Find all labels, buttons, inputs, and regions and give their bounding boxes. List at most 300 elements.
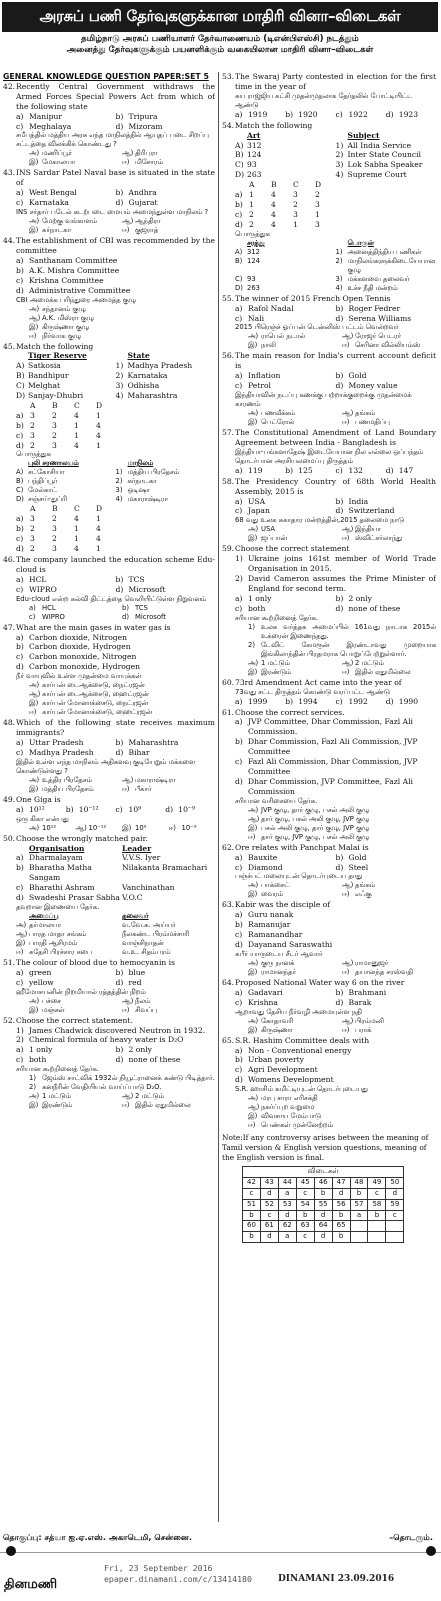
answer-cell: 53: [278, 1199, 296, 1210]
option-text: both: [248, 603, 266, 613]
statement: [16, 1074, 215, 1083]
option: [29, 785, 122, 794]
answer-cell: [368, 1232, 386, 1243]
option-text: JVP Committee, Dhar Commission, Fazl Ali Commission.: [248, 717, 413, 737]
tamil-options: [3, 681, 215, 717]
question-number: 62.: [222, 842, 235, 852]
option: [342, 341, 436, 350]
option: [386, 110, 436, 120]
option: [16, 1055, 116, 1065]
pair-cell: சுதேசி பிரச்சார சபை: [29, 947, 92, 956]
tamil-question: Edu-cloud என்ற கல்வி திட்டத்தை வெளியிட்டுள்ள நிறுவனம்: [16, 594, 207, 603]
option-text: Womens Development: [248, 1075, 334, 1085]
grid-cell: 4: [96, 420, 101, 430]
statement-text: James Chadwick discovered Neutron in 1932.: [29, 1025, 206, 1035]
option-text: Gujarat: [128, 198, 158, 208]
question-number: 59.: [222, 544, 235, 554]
match-cell: D): [16, 391, 26, 401]
option: [336, 314, 437, 324]
option: [342, 959, 436, 968]
option: [16, 1045, 116, 1055]
option: [336, 506, 437, 516]
option-text: எஃகு: [355, 890, 372, 899]
option-letter: ஆ): [29, 690, 41, 699]
option-letter: d): [122, 612, 129, 621]
grid-cell: d): [16, 544, 24, 554]
grid-cell: 1: [249, 190, 254, 200]
tamil-question: இந்தியா-பங்களாதேஷ் இடையேயான நில எல்லை ஒப்பந்தம் தொடர்பான அரசியலமைப்பு திருத்தம்: [235, 447, 424, 465]
option-letter: a): [235, 910, 243, 920]
pair-row: [16, 853, 215, 863]
option-letter: b): [285, 109, 294, 119]
option-text: Ramanujar: [248, 920, 291, 930]
options-grid: [222, 497, 436, 517]
question-text: [222, 978, 436, 988]
answers-row: [243, 1188, 404, 1199]
options-grid: [235, 409, 436, 427]
tamil-options: [222, 1094, 436, 1130]
tamil-match-table: [3, 459, 215, 504]
option-letter: b): [115, 188, 124, 198]
option-text: WIPRO: [29, 584, 57, 594]
question-number: 61.: [222, 707, 235, 717]
option-text: Inflation: [248, 371, 281, 381]
option-letter: a): [16, 632, 24, 642]
option: [336, 110, 386, 120]
tamil-options: [222, 659, 436, 677]
tamil-question: INS சர்தார் படேல் கடற்படை மையம் அமைந்துள்ள மாநிலம் ?: [16, 208, 209, 217]
option: [122, 776, 215, 785]
option: [222, 1046, 436, 1056]
question-body: Choose the correct statement.: [16, 1015, 133, 1025]
answers-row: [243, 1232, 404, 1243]
question-body: INS Sardar Patel Naval base is situated in the state of: [16, 168, 215, 188]
question-body: Choose the correct statement: [235, 544, 350, 554]
answer-cell: 42: [243, 1177, 261, 1188]
option-letter: b): [65, 804, 74, 814]
column-divider: [218, 72, 219, 1522]
right-column: [222, 72, 436, 1522]
footer-credit: தொகுப்பு: சத்யா ஐ.ஏ.எஸ். அகாடெமி, சென்னை.: [3, 1532, 193, 1542]
pair-cell: b): [16, 863, 24, 873]
answer-cell: 46: [314, 1177, 332, 1188]
option: [16, 112, 116, 122]
option: [235, 110, 285, 120]
answer-cell: b: [243, 1210, 261, 1221]
match-head-left: Tiger Reserve: [28, 351, 87, 361]
option-text: 1994: [298, 696, 318, 706]
grid-cell: 3: [30, 410, 35, 420]
option-text: Fazl Ali Commission, Dhar Commission, JVP Committee: [248, 757, 418, 776]
match-cell: மத்திய பிரதேசம்: [127, 468, 180, 477]
option-letter: d): [235, 776, 243, 786]
pair-cell: நீலகண்ட பிரம்மச்சாரி: [122, 929, 190, 938]
option-letter: c): [29, 612, 36, 621]
option-letter: ஆ): [122, 996, 134, 1005]
match-cell: A): [235, 247, 243, 256]
statement: [235, 641, 436, 659]
options-grid: [3, 188, 215, 208]
option-letter: இ): [248, 967, 258, 976]
option-letter: ஈ): [342, 1025, 350, 1034]
statement-number: 1): [16, 1025, 24, 1035]
option-letter: ஈ): [342, 967, 350, 976]
grid-cell: A: [30, 504, 36, 514]
option: [122, 785, 215, 794]
tamil-options: [3, 604, 215, 622]
option-text: Maharashtra: [128, 737, 179, 747]
option-letter: ஈ): [122, 784, 130, 793]
answer-cell: c: [296, 1188, 314, 1199]
option-letter: d): [115, 121, 124, 131]
pair-cell: வ.வே.சு. அய்யர்: [122, 920, 176, 929]
option-letter: a): [235, 987, 243, 997]
option-letter: b): [115, 111, 124, 121]
option: [248, 1026, 342, 1035]
option-text: இரண்டும்: [261, 667, 292, 676]
option-letter: அ): [248, 1094, 259, 1103]
statement-text: Ukraine joins 161st member of World Trade Organisation in 2015.: [248, 554, 436, 574]
option-text: blue: [128, 967, 146, 977]
question-body: The Swaraj Party contested in election for the first time in the year of: [235, 72, 436, 91]
option-text: பெண்கள் முன்னேற்றம்: [261, 1121, 333, 1130]
option: [235, 697, 285, 707]
option-text: Carbon monoxide, Nitrogen: [29, 652, 137, 662]
option-letter: c): [16, 121, 24, 131]
match-cell: 3): [115, 381, 124, 391]
option: [235, 806, 436, 815]
option: [342, 1026, 436, 1035]
option-letter: c): [235, 930, 243, 940]
option-letter: c): [335, 109, 343, 119]
option: [16, 805, 66, 815]
option-letter: ஆ): [122, 217, 134, 226]
option-text: Carbon dioxide, Hydrogen: [29, 642, 131, 652]
question-number: 54.: [222, 120, 235, 130]
grid-cell: 2: [315, 190, 320, 200]
answer-cell: [350, 1232, 368, 1243]
option: [122, 217, 215, 226]
options-grid: [222, 853, 436, 873]
pair-row: [16, 948, 215, 957]
option-letter: ஈ): [168, 823, 176, 832]
option-text: Steel: [348, 862, 369, 872]
question-text: [222, 900, 436, 910]
option: [29, 613, 122, 622]
statement-text: டேவிட் கேமரூன் இரண்டாவது முறையாக இங்கிலாந்தின் பிரதமராக பொறுப்பேற்றுள்ளார்.: [261, 640, 436, 658]
option-letter: அ): [29, 681, 40, 690]
pair-cell: V.V.S. Iyer: [122, 853, 161, 863]
question-text: [3, 342, 215, 352]
pair-cell: V.O.C: [122, 893, 143, 903]
answer-cell: 65: [332, 1221, 350, 1232]
option: [336, 381, 437, 391]
question-block: [222, 428, 436, 476]
match-table: [222, 131, 436, 181]
match-cell: Karnataka: [127, 371, 168, 381]
pair-cell: ஆ): [16, 929, 28, 938]
statement-number: 2): [248, 640, 255, 649]
tamil-question: கபீர் யாருடைய சீடர் ஆவார்: [235, 949, 323, 958]
option: [342, 659, 436, 668]
option-text: none of these: [128, 1055, 181, 1065]
option: [16, 198, 116, 208]
option-letter: ஆ): [29, 313, 41, 322]
options-row: [222, 466, 436, 476]
option-letter: a): [235, 303, 243, 313]
pair-row: [16, 921, 215, 930]
question-body: Ore relates with Panchpat Malai is: [235, 842, 369, 852]
option-text: Petrol: [248, 381, 271, 391]
answer-cell: 43: [260, 1177, 278, 1188]
option-text: 1999: [248, 696, 268, 706]
options-grid: [16, 217, 215, 235]
option: [342, 881, 436, 890]
option-text: 1922: [348, 109, 368, 119]
spacer: [16, 459, 28, 468]
option-letter: இ): [29, 226, 39, 235]
option: [285, 466, 335, 476]
option-text: Gadavari: [248, 987, 283, 997]
option: [235, 497, 336, 507]
match-row: [235, 284, 436, 293]
grid-cell: 1: [96, 544, 101, 554]
pair-cell: Vanchinathan: [122, 883, 175, 893]
intro-line-2: அனைத்து தேர்வுகளுக்கும் பயனளிக்கும் வகையிலான மாதிரி வினா–விடைகள்: [66, 45, 374, 55]
option: [222, 1065, 436, 1075]
options-grid: [16, 604, 215, 622]
tamil-question: ஹீமோசயனின் நிறமியால் ரத்தத்தின் நிறம்: [16, 987, 146, 996]
option-letter: d): [115, 584, 124, 594]
grid-cell: D: [96, 504, 103, 514]
grid-cell: 2: [30, 544, 35, 554]
tamil-question: ஆறாவது தேசிய நீர்வழி அமையுள்ள நதி: [235, 1007, 362, 1016]
pair-table: [3, 844, 215, 903]
option-letter: ஆ): [122, 775, 134, 784]
options-grid: [235, 525, 436, 543]
epaper-url[interactable]: epaper.dinamani.com/c/13414180: [104, 1574, 252, 1584]
options-grid: [3, 738, 215, 758]
tamil-options: [3, 305, 215, 341]
match-row: [235, 141, 436, 151]
answer-cell: [386, 1221, 404, 1232]
question-number: 50.: [3, 833, 16, 843]
answer-cell: b: [332, 1232, 350, 1243]
grid-cell: a): [16, 410, 24, 420]
match-cell: B): [16, 371, 25, 381]
option-letter: அ): [248, 409, 259, 418]
statement-number: 2): [235, 574, 243, 584]
pair-cell: இ): [16, 938, 26, 947]
tamil-options: [222, 959, 436, 977]
option-text: Mizoram: [128, 121, 163, 131]
option-text: Roger Fedrer: [348, 303, 401, 313]
option-text: தார் குழு, பசல் அலி குழு, JVP குழு: [261, 814, 370, 823]
option-letter: c): [16, 198, 24, 208]
answer-cell: [386, 1232, 404, 1243]
match-cell: A): [235, 140, 244, 150]
option-text: 119: [248, 465, 263, 475]
option-letter: இ): [122, 823, 132, 832]
option: [342, 525, 436, 534]
question-body: The company launched the education scheme Edu-cloud is: [16, 555, 215, 574]
grid-cell: 4: [271, 190, 276, 200]
statement: [222, 574, 436, 594]
option-text: 1923: [398, 109, 419, 119]
match-cell: 2): [335, 256, 343, 265]
option-text: ராபெல் நடால்: [261, 332, 306, 341]
option-letter: ஈ): [122, 226, 130, 235]
option: [116, 968, 216, 978]
option-letter: c): [16, 1055, 24, 1065]
question-number: 57.: [222, 428, 235, 438]
option: [222, 737, 436, 757]
option-letter: b): [335, 593, 344, 603]
statement-number: 2): [16, 1035, 24, 1045]
option-letter: c): [235, 862, 243, 872]
option-text: திரிபுரா: [135, 149, 158, 158]
option-letter: b): [16, 265, 24, 275]
match-cell: C): [235, 274, 243, 283]
options-grid: [16, 149, 215, 167]
pair-question: [3, 834, 215, 957]
question-block: [3, 168, 215, 235]
option-text: Nali: [248, 313, 265, 323]
options-row: [222, 110, 436, 120]
answers-table: [242, 1166, 404, 1243]
question-block: [3, 82, 215, 168]
option-text: 10¹²: [29, 804, 45, 814]
option-text: none of these: [348, 603, 401, 613]
question-block: [3, 236, 215, 340]
match-head-right: State: [127, 351, 150, 361]
statement: [222, 554, 436, 574]
grid-cell: 4: [74, 410, 79, 420]
tamil-statements: [3, 1074, 215, 1092]
option-letter: ஈ): [122, 1101, 130, 1110]
option-text: 10⁹: [128, 804, 142, 814]
option-letter: ஈ): [342, 667, 350, 676]
match-row: [16, 381, 215, 391]
answer-cell: 63: [296, 1221, 314, 1232]
grid-cell: [16, 401, 30, 411]
option-letter: a): [235, 593, 243, 603]
option: [3, 286, 215, 296]
match-cell: Maharashtra: [127, 391, 178, 401]
answer-cell: c: [368, 1188, 386, 1199]
match-head-left: சரத்து: [247, 238, 265, 247]
match-cell: 263: [247, 170, 262, 180]
question-block: [222, 351, 436, 427]
option-text: 2 மட்டும்: [135, 1092, 164, 1101]
grid-cell: 1: [96, 514, 101, 524]
tamil-question: சரியான வரிசையை தேர்க.: [235, 796, 318, 805]
answer-cell: d: [314, 1232, 332, 1243]
option: [222, 930, 436, 940]
option: [16, 188, 116, 198]
option: [29, 158, 122, 167]
question-text: [222, 72, 436, 92]
grid-cell: 2: [249, 209, 254, 219]
option: [116, 738, 216, 748]
option-letter: அ): [248, 658, 259, 667]
options-grid: [3, 968, 215, 988]
option: [3, 662, 215, 672]
option-text: A.K. மிஸ்ரா குழு: [42, 313, 94, 322]
option-text: Krishna: [248, 997, 278, 1007]
option-text: 2 only: [128, 1045, 152, 1055]
option-text: கார்பன் டைஆக்சைடு, ஹைட்ரஜன்: [42, 690, 149, 699]
option-letter: ஆ): [342, 881, 354, 890]
match-cell: 4): [115, 391, 124, 401]
answer-cell: c: [260, 1210, 278, 1221]
answer-cell: a: [278, 1232, 296, 1243]
answer-cell: 52: [260, 1199, 278, 1210]
footer-continue: –தொடரும்.: [389, 1532, 433, 1542]
option: [16, 305, 215, 314]
options-grid: [16, 1092, 215, 1110]
tamil-options: [3, 997, 215, 1015]
option-text: Andhra: [128, 188, 157, 198]
match-cell: All India Service: [347, 140, 412, 150]
option: [29, 226, 122, 235]
grid-cell: C: [74, 504, 80, 514]
option-letter: ஈ): [342, 890, 350, 899]
options-grid: [235, 959, 436, 977]
question-body: Recently Central Government withdraws the Armed Forces Special Powers Act from which of the following state: [16, 81, 215, 111]
option: [235, 466, 285, 476]
option: [248, 525, 342, 534]
options-grid: [222, 304, 436, 324]
match-cell: 1): [335, 140, 344, 150]
option: [222, 910, 436, 920]
option-letter: d): [335, 313, 344, 323]
option-letter: ஈ): [122, 1005, 130, 1014]
spacer: [116, 351, 128, 361]
tamil-question: சுய ராஜ்ஜிய கட்சி முதன்முதலாக தேர்தலில் போட்டியிட்ட ஆண்டு: [235, 91, 413, 109]
option: [116, 748, 216, 758]
answer-cell: d: [332, 1188, 350, 1199]
match-cell: D): [16, 495, 24, 504]
question-text: [222, 1036, 436, 1046]
option-text: Uttar Pradesh: [29, 737, 84, 747]
match-cell: 2): [115, 371, 124, 381]
option-text: 2 மட்டும்: [355, 658, 384, 667]
option: [29, 1092, 122, 1101]
newspaper-logo: தினமணி: [4, 1577, 58, 1592]
option: [116, 805, 166, 815]
option: [16, 681, 215, 690]
option-letter: c): [235, 381, 243, 391]
option-letter: b): [235, 1055, 243, 1065]
option: [342, 668, 436, 677]
tamil-question: பொருத்துக: [235, 229, 270, 238]
option-letter: d): [235, 1075, 243, 1085]
option-letter: c): [235, 313, 243, 323]
option: [116, 198, 216, 208]
match-cell: மேல்காட்: [28, 486, 58, 495]
option: [342, 968, 436, 977]
option-text: Dhar Commission, JVP Committee, Fazl Ali Commission: [248, 776, 413, 796]
grid-cell: b): [16, 420, 24, 430]
option-letter: ஆ): [75, 823, 87, 832]
grid-cell: D: [96, 400, 103, 410]
option-text: Krishna Committee: [29, 275, 104, 285]
grid-cell: 4: [271, 199, 276, 209]
option: [336, 497, 437, 507]
question-text: [3, 958, 215, 968]
option-text: சிவப்பு: [135, 1005, 157, 1014]
